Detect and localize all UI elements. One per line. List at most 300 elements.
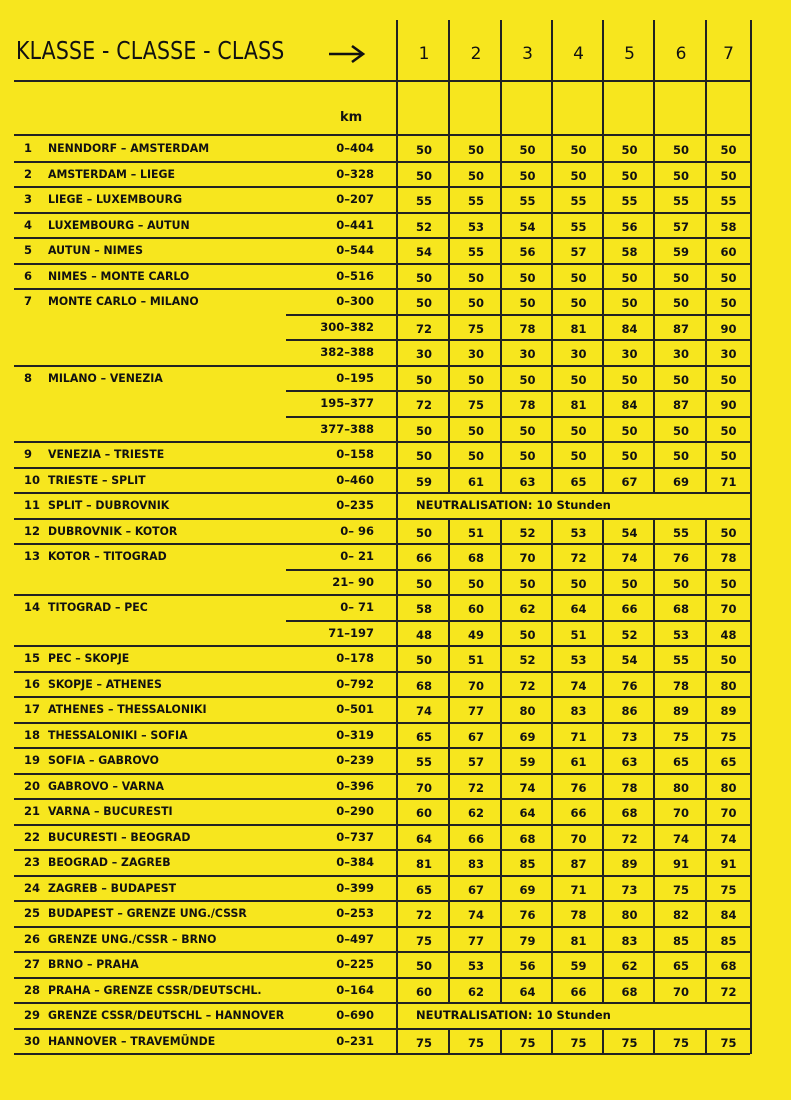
route-name: NENNDORF – AMSTERDAM: [48, 141, 210, 155]
row-divider: [14, 365, 750, 367]
class-1-value: 81: [415, 857, 432, 871]
class-5-value: 55: [621, 194, 638, 208]
class-5-value: 76: [621, 678, 638, 693]
km-range: 0–235: [336, 498, 374, 512]
class-7-value: 50: [720, 525, 737, 540]
class-column-divider: [602, 20, 604, 493]
class-4-value: 78: [570, 908, 587, 922]
class-column-divider: [448, 1028, 450, 1055]
class-4-value: 72: [570, 551, 587, 565]
class-4-value: 70: [570, 831, 587, 846]
km-range: 0–178: [336, 651, 374, 665]
class-7-value: 55: [720, 194, 737, 208]
class-7-value: 90: [720, 321, 737, 336]
class-1-value: 55: [415, 194, 432, 208]
km-range: 0–501: [336, 702, 374, 716]
class-4-value: 74: [570, 678, 587, 693]
class-2-value: 49: [467, 627, 484, 642]
class-5-value: 74: [621, 551, 638, 565]
class-1-value: 58: [415, 602, 432, 616]
row-number: 9: [24, 447, 33, 461]
row-divider: [14, 212, 750, 214]
class-3-value: 64: [519, 984, 536, 999]
class-6-value: 70: [672, 806, 689, 820]
segment-divider: [286, 416, 750, 418]
class-2-value: 53: [467, 219, 484, 234]
km-range: 0–460: [336, 472, 374, 487]
row-number: 13: [24, 549, 41, 563]
class-5-value: 67: [621, 474, 638, 489]
segment-divider: [286, 390, 750, 392]
km-range: 0–253: [336, 906, 374, 920]
class-5-value: 73: [621, 882, 638, 897]
segment-divider: [286, 339, 750, 341]
class-4-value: 50: [570, 270, 587, 285]
class-5-value: 72: [621, 831, 638, 846]
class-6-value: 89: [672, 704, 689, 718]
class-5-value: 50: [621, 372, 638, 387]
class-column-divider: [500, 1028, 502, 1055]
row-divider: [14, 875, 750, 877]
class-3-value: 76: [519, 908, 536, 922]
route-name: LIEGE – LUXEMBOURG: [48, 192, 183, 206]
class-2-value: 75: [467, 398, 484, 412]
class-column-divider: [705, 20, 707, 493]
class-6-value: 75: [672, 882, 689, 897]
class-2-value: 77: [467, 933, 484, 948]
class-2-value: 75: [467, 321, 484, 336]
class-header-4: 4: [573, 44, 584, 64]
km-range: 0–544: [336, 243, 374, 257]
class-3-value: 50: [519, 296, 536, 310]
class-7-value: 71: [720, 474, 737, 489]
class-4-value: 50: [570, 423, 587, 438]
table-title: KLASSE - CLASSE - CLASS: [16, 36, 285, 65]
segment-divider: [286, 314, 750, 316]
class-1-value: 55: [415, 755, 432, 769]
class-7-value: 70: [720, 602, 737, 616]
class-header-2: 2: [470, 44, 482, 64]
class-7-value: 70: [720, 806, 737, 820]
class-4-value: 87: [570, 857, 587, 871]
class-7-value: 74: [720, 831, 737, 846]
class-7-value: 48: [720, 627, 737, 642]
class-1-value: 74: [415, 704, 432, 718]
class-1-value: 50: [415, 959, 432, 973]
row-number: 17: [24, 702, 41, 716]
route-name: TITOGRAD – PEC: [48, 600, 148, 614]
row-number: 14: [24, 600, 41, 614]
route-name: AMSTERDAM – LIEGE: [48, 166, 175, 181]
row-number: 29: [24, 1008, 41, 1022]
class-column-divider: [448, 20, 450, 493]
route-name: KOTOR – TITOGRAD: [48, 549, 167, 563]
class-7-value: 75: [720, 1035, 737, 1050]
class-5-value: 66: [621, 602, 638, 616]
class-1-value: 52: [415, 219, 432, 234]
class-5-value: 78: [621, 780, 638, 795]
class-4-value: 50: [570, 143, 587, 157]
row-divider: [14, 773, 750, 775]
class-7-value: 75: [720, 882, 737, 897]
row-divider: [14, 441, 750, 443]
row-divider: [14, 594, 750, 596]
class-7-value: 50: [720, 270, 737, 285]
route-name: GABROVO – VARNA: [48, 778, 164, 793]
route-name: AUTUN – NIMES: [48, 243, 143, 257]
class-3-value: 64: [519, 806, 536, 820]
row-divider: [14, 722, 750, 724]
class-2-value: 51: [467, 525, 484, 540]
class-1-value: 75: [415, 1035, 432, 1050]
row-number: 7: [24, 294, 33, 308]
class-4-value: 64: [570, 602, 587, 616]
class-6-value: 85: [672, 933, 689, 948]
class-4-value: 81: [570, 398, 587, 412]
class-7-value: 84: [720, 908, 737, 922]
class-1-value: 70: [415, 780, 432, 795]
class-6-value: 65: [672, 959, 689, 973]
class-5-value: 75: [621, 1035, 638, 1050]
class-7-value: 65: [720, 755, 737, 769]
row-number: 20: [24, 778, 41, 793]
class-6-value: 80: [672, 780, 689, 795]
class-1-value: 68: [415, 678, 432, 693]
class-7-value: 68: [720, 959, 737, 973]
class-2-value: 67: [467, 729, 484, 744]
km-range: 0–384: [336, 855, 374, 869]
class-1-value: 50: [415, 576, 432, 591]
class-1-value: 50: [415, 143, 432, 157]
class-2-value: 57: [467, 755, 484, 769]
row-number: 6: [24, 268, 33, 283]
class-6-value: 50: [672, 449, 689, 463]
route-name: MONTE CARLO – MILANO: [48, 294, 199, 308]
class-6-value: 68: [672, 602, 689, 616]
class-1-value: 50: [415, 525, 432, 540]
class-3-value: 68: [519, 831, 536, 846]
row-divider: [14, 543, 750, 545]
row-divider: [14, 237, 750, 239]
class-3-value: 56: [519, 959, 536, 973]
row-divider: [14, 926, 750, 928]
class-2-value: 50: [467, 576, 484, 591]
class-2-value: 50: [467, 423, 484, 438]
class-4-value: 50: [570, 449, 587, 463]
class-5-value: 63: [621, 755, 638, 769]
class-3-value: 72: [519, 678, 536, 693]
class-7-value: 78: [720, 551, 737, 565]
km-range: 300–382: [320, 319, 374, 334]
row-number: 2: [24, 166, 33, 181]
class-6-value: 50: [672, 423, 689, 438]
row-number: 10: [24, 472, 41, 487]
class-6-value: 75: [672, 1035, 689, 1050]
class-1-value: 60: [415, 984, 432, 999]
class-header-5: 5: [624, 44, 635, 64]
class-2-value: 67: [467, 882, 484, 897]
class-column-divider: [653, 518, 655, 1004]
class-6-value: 50: [672, 576, 689, 591]
row-number: 5: [24, 243, 33, 257]
class-7-value: 50: [720, 576, 737, 591]
class-4-value: 55: [570, 194, 587, 208]
class-6-value: 75: [672, 729, 689, 744]
class-header-6: 6: [675, 44, 687, 64]
class-5-value: 54: [621, 653, 638, 667]
class-6-value: 50: [672, 270, 689, 285]
class-header-1: 1: [418, 44, 430, 64]
class-column-divider: [705, 1028, 707, 1055]
class-3-value: 78: [519, 321, 536, 336]
class-column-divider: [500, 20, 502, 493]
row-divider: [14, 186, 750, 188]
km-range: 0–404: [336, 141, 374, 155]
class-2-value: 50: [467, 296, 484, 310]
class-7-value: 50: [720, 423, 737, 438]
class-5-value: 73: [621, 729, 638, 744]
class-column-divider: [705, 518, 707, 1004]
row-number: 11: [24, 498, 41, 512]
class-1-value: 60: [415, 806, 432, 820]
class-column-divider: [653, 1028, 655, 1055]
class-3-value: 70: [519, 551, 536, 565]
class-2-value: 55: [467, 194, 484, 208]
class-5-value: 80: [621, 908, 638, 922]
class-header-3: 3: [522, 44, 533, 64]
class-5-value: 58: [621, 245, 638, 259]
km-column-divider: [396, 20, 398, 1054]
class-4-value: 57: [570, 245, 587, 259]
class-6-value: 65: [672, 755, 689, 769]
route-name: NIMES – MONTE CARLO: [48, 268, 190, 283]
row-number: 19: [24, 753, 41, 767]
km-range: 0–497: [336, 931, 374, 946]
class-3-value: 50: [519, 449, 536, 463]
neutralisation-note: NEUTRALISATION: 10 Stunden: [416, 498, 611, 512]
row-number: 30: [24, 1033, 41, 1048]
class-4-value: 75: [570, 1035, 587, 1050]
route-name: BUCURESTI – BEOGRAD: [48, 829, 191, 844]
route-name: VENEZIA – TRIESTE: [48, 447, 165, 461]
class-column-divider: [653, 20, 655, 493]
class-column-divider: [551, 1028, 553, 1055]
km-range: 71–197: [328, 625, 374, 640]
class-6-value: 55: [672, 525, 689, 540]
row-number: 18: [24, 727, 41, 742]
class-5-value: 50: [621, 296, 638, 310]
row-divider: [14, 824, 750, 826]
row-divider: [14, 1028, 750, 1030]
class-2-value: 50: [467, 449, 484, 463]
class-7-value: 30: [720, 347, 737, 361]
class-3-value: 74: [519, 780, 536, 795]
class-6-value: 69: [672, 474, 689, 489]
class-3-value: 79: [519, 933, 536, 948]
route-name: SKOPJE – ATHENES: [48, 676, 162, 691]
class-4-value: 61: [570, 755, 587, 769]
class-1-value: 50: [415, 372, 432, 387]
class-4-value: 51: [570, 627, 587, 642]
class-4-value: 59: [570, 959, 587, 973]
class-2-value: 72: [467, 780, 484, 795]
class-1-value: 54: [415, 245, 432, 259]
km-range: 0–399: [336, 880, 374, 895]
class-6-value: 78: [672, 678, 689, 693]
km-range: 0–158: [336, 447, 374, 461]
row-divider: [14, 263, 750, 265]
class-3-value: 69: [519, 882, 536, 897]
class-column-divider: [448, 518, 450, 1004]
km-range: 0–319: [336, 727, 374, 742]
arrow-right-icon: [328, 44, 366, 64]
route-name: MILANO – VENEZIA: [48, 370, 163, 385]
route-name: BEOGRAD – ZAGREB: [48, 855, 171, 869]
class-6-value: 76: [672, 551, 689, 565]
row-divider: [14, 645, 750, 647]
km-range: 0– 96: [340, 523, 374, 538]
km-range: 0–239: [336, 753, 374, 767]
class-3-value: 69: [519, 729, 536, 744]
class-1-value: 30: [415, 347, 432, 361]
row-number: 26: [24, 931, 41, 946]
route-name: GRENZE UNG./CSSR – BRNO: [48, 931, 217, 946]
class-4-value: 50: [570, 296, 587, 310]
class-2-value: 51: [467, 653, 484, 667]
km-range: 0–690: [336, 1008, 374, 1022]
class-3-value: 52: [519, 653, 536, 667]
class-1-value: 72: [415, 398, 432, 412]
class-5-value: 30: [621, 347, 638, 361]
header-bottom-border: [14, 134, 750, 136]
route-name: SOFIA – GABROVO: [48, 753, 159, 767]
class-3-value: 50: [519, 143, 536, 157]
class-5-value: 83: [621, 933, 638, 948]
route-name: BRNO – PRAHA: [48, 957, 139, 971]
class-7-value: 60: [720, 245, 737, 259]
class-5-value: 84: [621, 398, 638, 412]
class-2-value: 62: [467, 984, 484, 999]
route-name: VARNA – BUCURESTI: [48, 804, 173, 818]
class-3-value: 85: [519, 857, 536, 871]
class-3-value: 75: [519, 1035, 536, 1050]
class-6-value: 50: [672, 372, 689, 387]
route-name: DUBROVNIK – KOTOR: [48, 523, 178, 538]
class-3-value: 55: [519, 194, 536, 208]
class-5-value: 50: [621, 270, 638, 285]
km-range: 0–195: [336, 370, 374, 385]
class-7-value: 75: [720, 729, 737, 744]
class-6-value: 87: [672, 398, 689, 412]
class-5-value: 84: [621, 321, 638, 336]
row-number: 23: [24, 855, 41, 869]
class-7-value: 50: [720, 372, 737, 387]
class-column-divider: [551, 20, 553, 493]
km-range: 0–516: [336, 268, 374, 283]
km-range: 382–388: [320, 345, 374, 359]
row-number: 21: [24, 804, 41, 818]
class-4-value: 50: [570, 168, 587, 183]
class-4-value: 53: [570, 525, 587, 540]
class-2-value: 68: [467, 551, 484, 565]
km-range: 21– 90: [332, 574, 374, 589]
class-3-value: 62: [519, 602, 536, 616]
route-name: THESSALONIKI – SOFIA: [48, 727, 188, 742]
class-5-value: 54: [621, 525, 638, 540]
row-number: 16: [24, 676, 41, 691]
class-4-value: 66: [570, 806, 587, 820]
class-2-value: 61: [467, 474, 484, 489]
class-7-value: 72: [720, 984, 737, 999]
neutralisation-note: NEUTRALISATION: 10 Stunden: [416, 1008, 611, 1022]
class-5-value: 50: [621, 576, 638, 591]
segment-divider: [286, 620, 750, 622]
class-2-value: 50: [467, 168, 484, 183]
class-3-value: 50: [519, 270, 536, 285]
class-3-value: 50: [519, 423, 536, 438]
km-column-label: km: [340, 110, 363, 125]
class-5-value: 50: [621, 143, 638, 157]
class-1-value: 64: [415, 831, 432, 846]
class-5-value: 68: [621, 806, 638, 820]
class-2-value: 66: [467, 831, 484, 846]
class-column-divider: [551, 518, 553, 1004]
row-divider: [14, 288, 750, 290]
class-6-value: 87: [672, 321, 689, 336]
class-2-value: 77: [467, 704, 484, 718]
class-1-value: 65: [415, 882, 432, 897]
route-name: HANNOVER – TRAVEMÜNDE: [48, 1033, 216, 1048]
km-range: 0–300: [336, 294, 374, 308]
route-name: PEC – SKOPJE: [48, 651, 130, 665]
row-number: 25: [24, 906, 41, 920]
km-range: 0–207: [336, 192, 374, 206]
row-divider: [14, 518, 750, 520]
class-6-value: 55: [672, 653, 689, 667]
class-4-value: 81: [570, 321, 587, 336]
class-4-value: 83: [570, 704, 587, 718]
class-7-value: 50: [720, 449, 737, 463]
row-number: 8: [24, 370, 33, 385]
row-divider: [14, 671, 750, 673]
class-7-value: 80: [720, 780, 737, 795]
class-5-value: 62: [621, 959, 638, 973]
class-2-value: 50: [467, 372, 484, 387]
km-range: 0–225: [336, 957, 374, 971]
class-4-value: 53: [570, 653, 587, 667]
km-range: 0– 71: [340, 600, 374, 614]
class-2-value: 62: [467, 806, 484, 820]
class-4-value: 76: [570, 780, 587, 795]
class-3-value: 50: [519, 627, 536, 642]
class-3-value: 80: [519, 704, 536, 718]
row-divider: [14, 951, 750, 953]
km-range: 0–290: [336, 804, 374, 818]
class-1-value: 48: [415, 627, 432, 642]
route-name: TRIESTE – SPLIT: [48, 472, 146, 487]
class-6-value: 70: [672, 984, 689, 999]
class-2-value: 30: [467, 347, 484, 361]
class-7-value: 50: [720, 143, 737, 157]
class-6-value: 57: [672, 219, 689, 234]
row-number: 12: [24, 523, 41, 538]
class-5-value: 50: [621, 449, 638, 463]
row-number: 15: [24, 651, 41, 665]
class-6-value: 30: [672, 347, 689, 361]
km-range: 0– 21: [340, 549, 374, 563]
table-bottom-border: [14, 1053, 750, 1055]
class-2-value: 53: [467, 959, 484, 973]
